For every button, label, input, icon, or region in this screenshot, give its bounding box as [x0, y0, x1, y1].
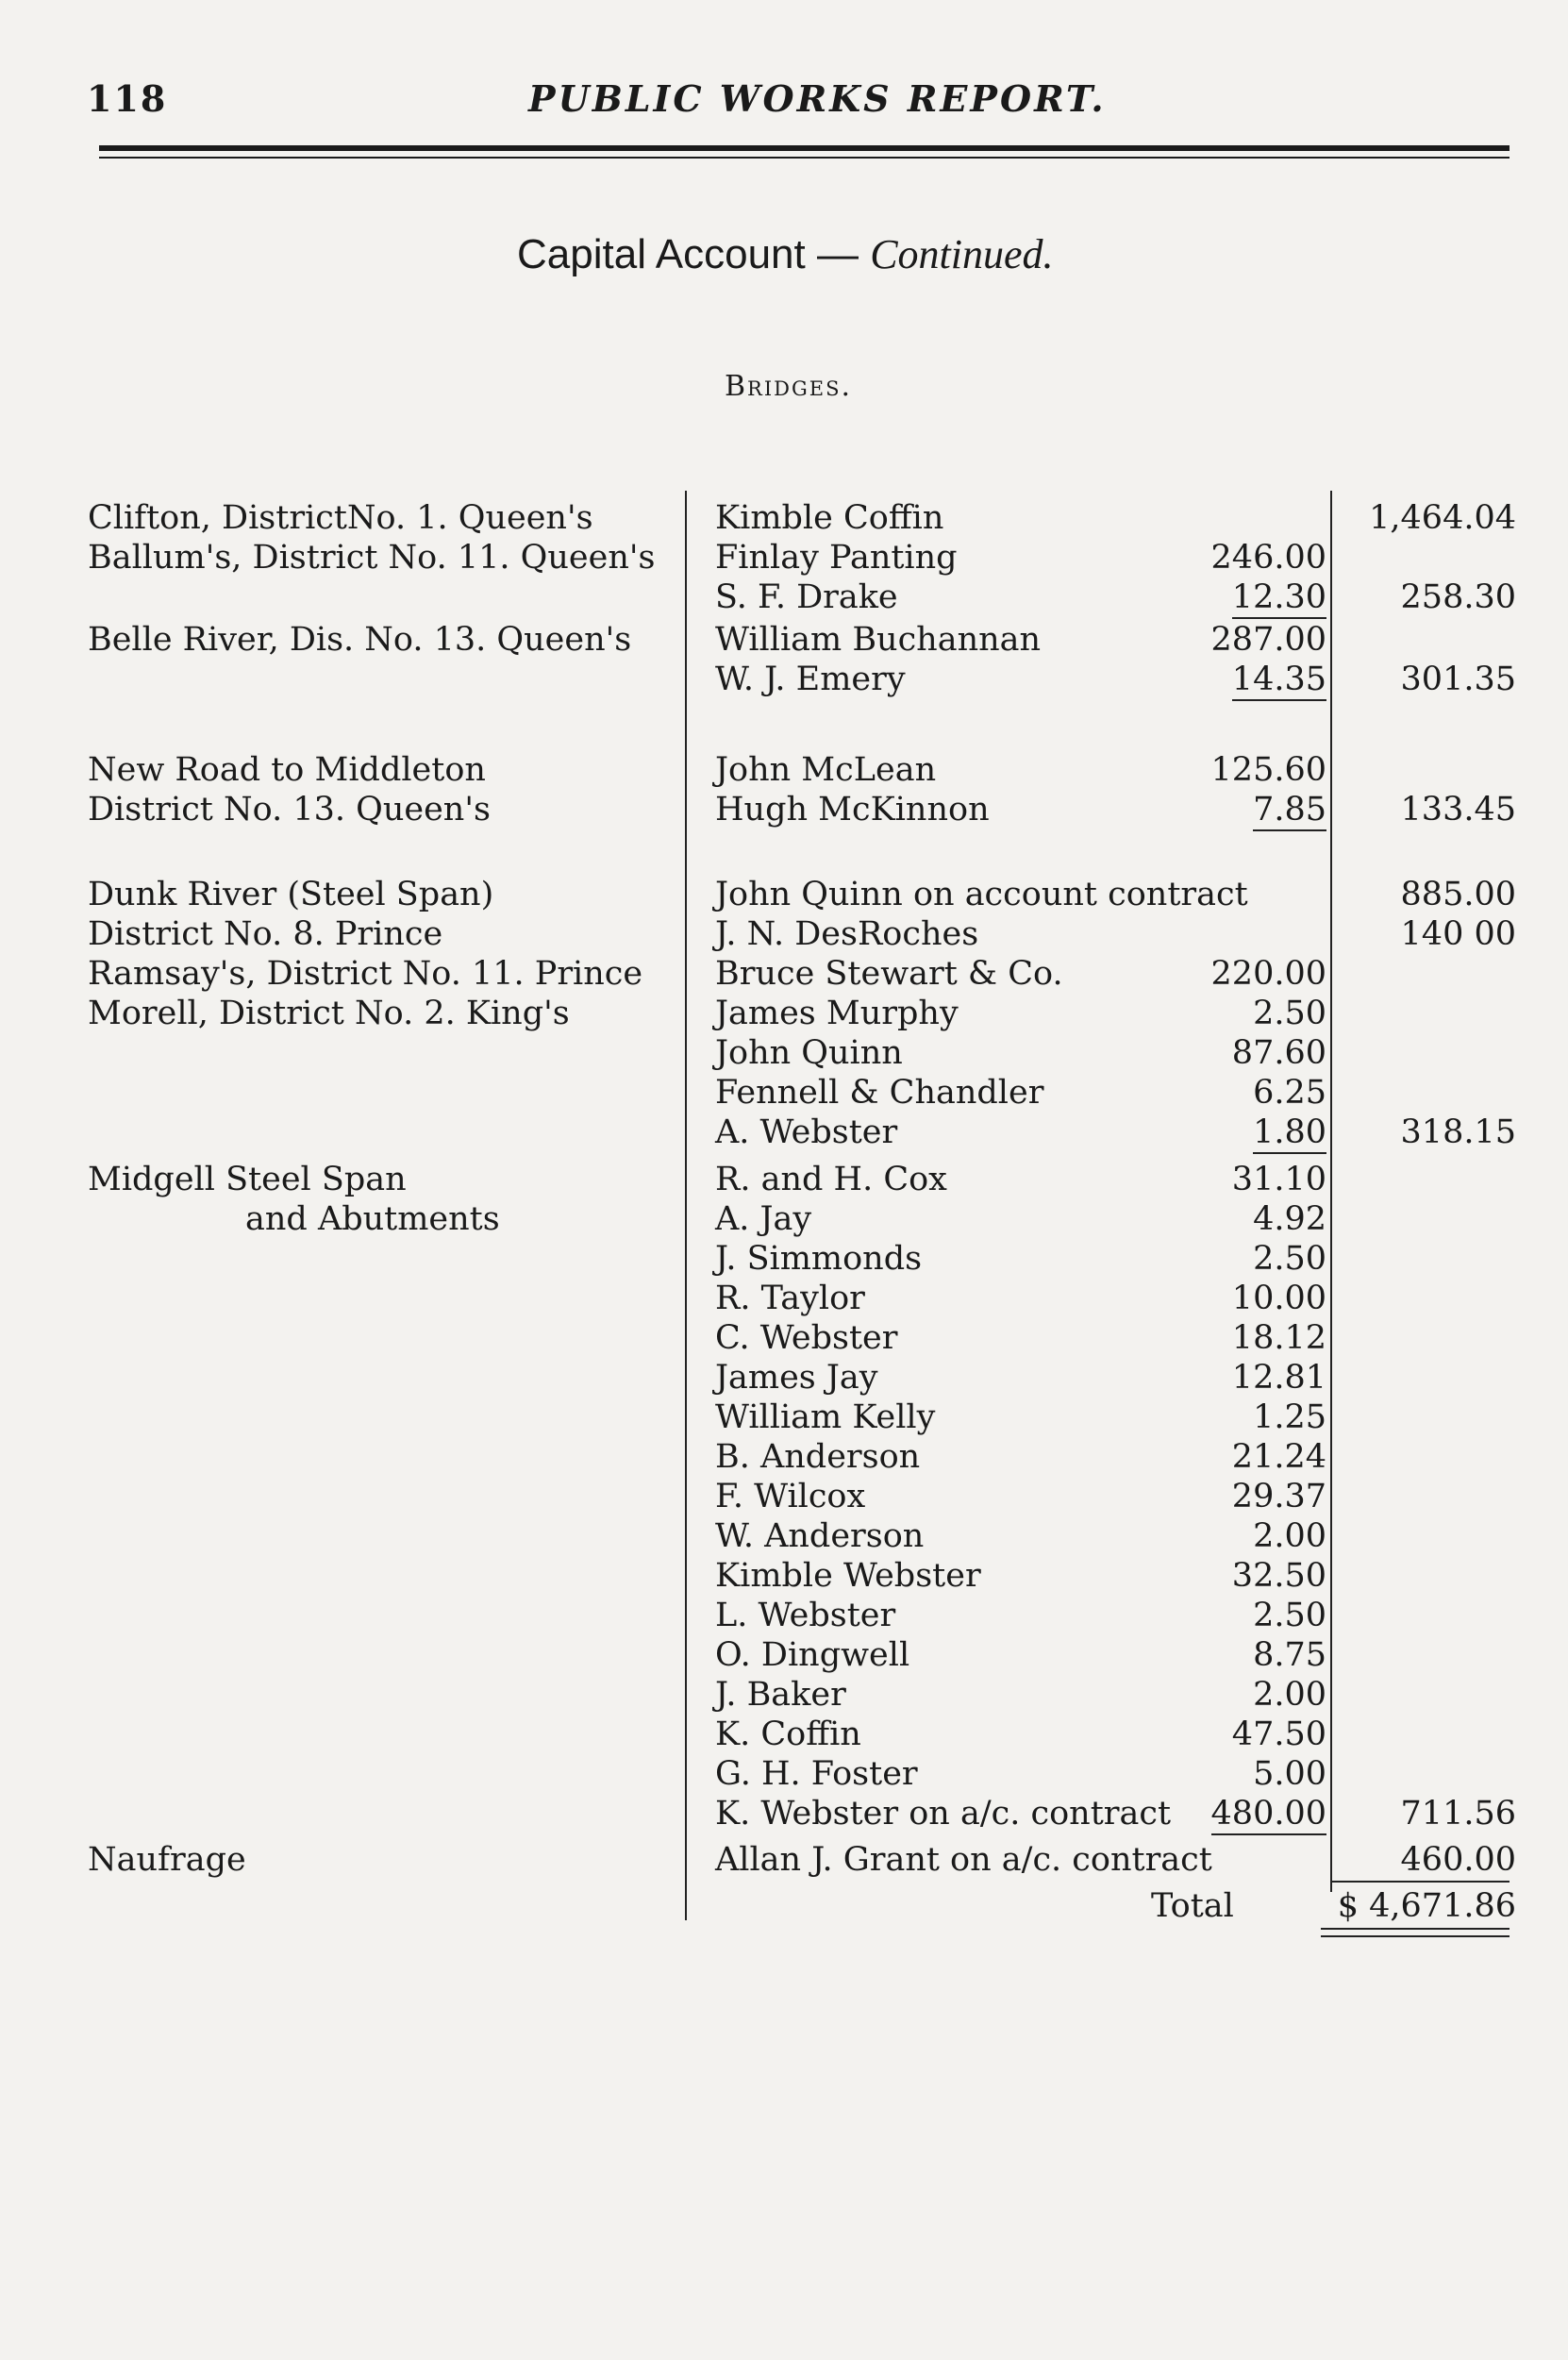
subtotal-value: 301.35	[1400, 661, 1516, 698]
amount-value: 31.10	[1231, 1161, 1326, 1198]
payee-name: C. Webster	[715, 1319, 898, 1357]
amount-value: 6.25	[1253, 1074, 1326, 1112]
payee-name: Allan J. Grant on a/c. contract	[715, 1841, 1212, 1879]
subtotal-value: 885.00	[1400, 876, 1516, 913]
payee-name: John Quinn	[715, 1034, 903, 1072]
payee-name: W. Anderson	[715, 1517, 925, 1555]
amount-value: 7.85	[1253, 790, 1326, 831]
amount-value: 2.00	[1253, 1517, 1326, 1555]
location-label: Dunk River (Steel Span)	[88, 876, 494, 913]
column-divider-right	[1330, 491, 1332, 1892]
total-value: $ 4,671.86	[1337, 1887, 1516, 1925]
payee-name: S. F. Drake	[715, 578, 898, 616]
payee-name: G. H. Foster	[715, 1755, 918, 1793]
location-label: Naufrage	[88, 1841, 246, 1879]
amount-value: 2.50	[1253, 1597, 1326, 1634]
payee-name: Bruce Stewart & Co.	[715, 955, 1063, 993]
payee-name: L. Webster	[715, 1597, 896, 1634]
payee-name: F. Wilcox	[715, 1478, 866, 1515]
amount-value: 5.00	[1253, 1755, 1326, 1793]
header-rule-thin	[99, 157, 1510, 159]
amount-value: 14.35	[1232, 660, 1326, 701]
page-title	[517, 230, 1054, 278]
total-label: Total	[1151, 1887, 1234, 1925]
payee-name: Kimble Webster	[715, 1557, 981, 1595]
amount-value: 1.80	[1253, 1113, 1326, 1154]
location-label: Belle River, Dis. No. 13. Queen's	[88, 621, 632, 659]
payee-name: W. J. Emery	[715, 661, 906, 698]
total-top-rule	[1330, 1881, 1510, 1883]
amount-value: 10.00	[1231, 1280, 1326, 1317]
subtotal-value: 711.56	[1400, 1795, 1516, 1833]
payee-name: James Murphy	[715, 995, 959, 1032]
payee-name: R. and H. Cox	[715, 1161, 947, 1198]
subtotal-value: 133.45	[1400, 791, 1516, 829]
total-double-rule	[1321, 1928, 1510, 1937]
amount-value: 8.75	[1253, 1636, 1326, 1674]
amount-value: 12.81	[1231, 1359, 1326, 1397]
payee-name: Kimble Coffin	[715, 499, 944, 537]
payee-name: Hugh McKinnon	[715, 791, 990, 829]
amount-value: 29.37	[1231, 1478, 1326, 1515]
location-label: Ramsay's, District No. 11. Prince	[88, 955, 643, 993]
column-divider-left	[685, 491, 687, 1920]
subtotal-value: 258.30	[1400, 578, 1516, 616]
location-label: Midgell Steel Span	[88, 1161, 407, 1198]
payee-name: K. Webster on a/c. contract	[715, 1795, 1172, 1833]
running-head: PUBLIC WORKS REPORT.	[528, 77, 1107, 120]
payee-name: O. Dingwell	[715, 1636, 910, 1674]
location-label: District No. 13. Queen's	[88, 791, 491, 829]
section-heading: Bridges.	[725, 370, 853, 403]
payee-name: James Jay	[715, 1359, 878, 1397]
amount-value: 2.00	[1253, 1676, 1326, 1714]
payee-name: K. Coffin	[715, 1716, 861, 1753]
amount-value: 2.50	[1253, 995, 1326, 1032]
header-rule-thick	[99, 145, 1510, 151]
amount-value: 125.60	[1210, 751, 1326, 789]
payee-name: J. N. DesRoches	[715, 915, 979, 953]
location-label: and Abutments	[245, 1200, 500, 1238]
amount-value: 47.50	[1231, 1716, 1326, 1753]
subtotal-value: 140 00	[1400, 915, 1516, 953]
amount-value: 2.50	[1253, 1240, 1326, 1278]
amount-value: 18.12	[1231, 1319, 1326, 1357]
location-label: Morell, District No. 2. King's	[88, 995, 570, 1032]
subtotal-value: 460.00	[1400, 1841, 1516, 1879]
payee-name: Fennell & Chandler	[715, 1074, 1044, 1112]
amount-value: 1.25	[1253, 1398, 1326, 1436]
payee-name: J. Simmonds	[715, 1240, 923, 1278]
payee-name: John Quinn on account contract	[715, 876, 1248, 913]
payee-name: John McLean	[715, 751, 937, 789]
payee-name: B. Anderson	[715, 1438, 921, 1476]
payee-name: William Buchannan	[715, 621, 1042, 659]
payee-name: J. Baker	[715, 1676, 846, 1714]
location-label: District No. 8. Prince	[88, 915, 443, 953]
location-label: New Road to Middleton	[88, 751, 486, 789]
amount-value: 480.00	[1211, 1794, 1326, 1835]
amount-value: 32.50	[1231, 1557, 1326, 1595]
page-number: 118	[87, 77, 168, 120]
amount-value: 4.92	[1253, 1200, 1326, 1238]
subtotal-value: 318.15	[1400, 1113, 1516, 1151]
location-label: Clifton, DistrictNo. 1. Queen's	[88, 499, 593, 537]
payee-name: Finlay Panting	[715, 539, 958, 577]
amount-value: 12.30	[1232, 577, 1326, 619]
payee-name: A. Webster	[715, 1113, 898, 1151]
amount-value: 87.60	[1231, 1034, 1326, 1072]
subtotal-value: 1,464.04	[1369, 499, 1516, 537]
location-label: Ballum's, District No. 11. Queen's	[88, 539, 656, 577]
payee-name: William Kelly	[715, 1398, 936, 1436]
payee-name: A. Jay	[715, 1200, 812, 1238]
amount-value: 220.00	[1210, 955, 1326, 993]
amount-value: 246.00	[1210, 539, 1326, 577]
amount-value: 21.24	[1231, 1438, 1326, 1476]
amount-value: 287.00	[1210, 621, 1326, 659]
title-dash: —	[805, 231, 871, 277]
title-main: Capital Account	[517, 231, 806, 277]
title-continued: Continued.	[870, 231, 1054, 277]
payee-name: R. Taylor	[715, 1280, 865, 1317]
